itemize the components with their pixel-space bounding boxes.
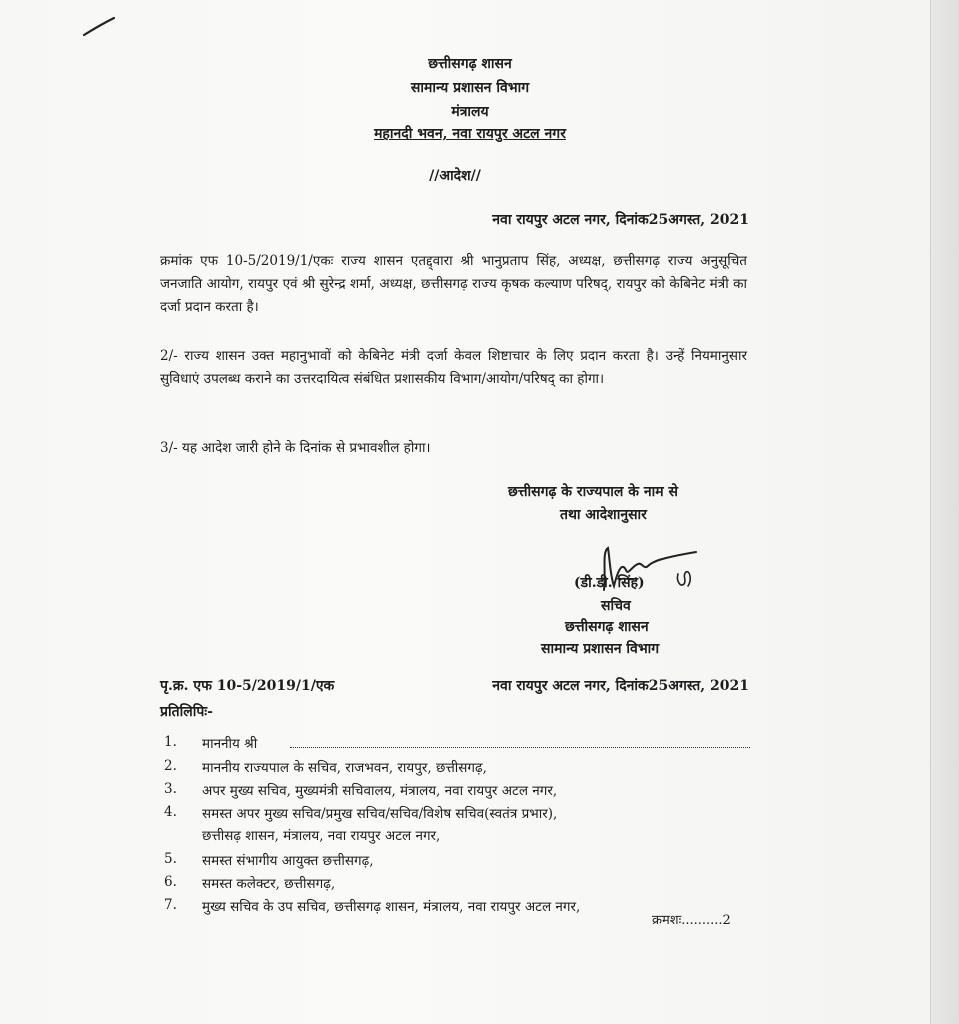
viewer-right-edge — [930, 0, 959, 1024]
header-government: छत्तीसगढ़ शासन — [428, 56, 512, 72]
list-item — [160, 734, 760, 754]
sig-designation: सचिव — [601, 598, 631, 614]
sig-authority-line: छत्तीसगढ़ के राज्यपाल के नाम से — [508, 484, 678, 500]
list-item-number: 2. — [164, 758, 177, 774]
list-item-number: 4. — [164, 804, 177, 820]
list-item-number: 1. — [164, 734, 177, 750]
list-item-text: अपर मुख्य सचिव, मुख्यमंत्री सचिवालय, मंत्रालय, नवा रायपुर अटल नगर, — [202, 783, 558, 799]
list-item-text: समस्त कलेक्टर, छत्तीसगढ़, — [202, 876, 336, 892]
header-address-text: महानदी भवन, नवा रायपुर अटल नगर — [374, 126, 566, 142]
copy-label: प्रतिलिपिः- — [160, 704, 213, 720]
list-item-number: 5. — [164, 851, 177, 867]
list-item-continuation — [160, 826, 760, 846]
header-address — [260, 122, 680, 146]
header-department: सामान्य प्रशासन विभाग — [410, 80, 530, 96]
sig-name: (डी.डी. सिंह) — [574, 575, 645, 591]
list-item-text: माननीय राज्यपाल के सचिव, राजभवन, रायपुर, छत्तीसगढ़, — [202, 760, 487, 776]
list-item-text: मुख्य सचिव के उप सचिव, छत्तीसगढ़ शासन, मंत्रालय, नवा रायपुर अटल नगर, — [202, 899, 581, 915]
list-item-text: समस्त संभागीय आयुक्त छत्तीसगढ़, — [202, 853, 374, 869]
list-item-number: 6. — [164, 874, 177, 890]
list-item-text: छत्तीसढ़ शासन, मंत्रालय, नवा रायपुर अटल नगर, — [202, 828, 441, 844]
list-item — [160, 851, 760, 871]
list-item — [160, 758, 760, 778]
sig-order-line: तथा आदेशानुसार — [560, 507, 647, 523]
list-item — [160, 781, 760, 801]
list-item-text: माननीय श्री — [202, 736, 258, 752]
pen-stroke-mark — [82, 16, 116, 38]
list-item — [160, 804, 760, 824]
blank-name-line — [290, 747, 750, 748]
paragraph-2: 2/- राज्य शासन उक्त महानुभावों को केबिनेट मंत्री दर्जा केवल शिष्टाचार के लिए प्रदान करता है। उन्हें नियमानुसार सुविधाएं उपलब्ध कराने का उत्तरदायित्व संबंधित प्रशासकीय विभाग/आयोग/परिषद् का होगा। — [160, 348, 747, 387]
list-item — [160, 874, 760, 894]
paragraph-1: क्रमांक एफ 10-5/2019/1/एकः राज्य शासन एतद्द्वारा श्री भानुप्रताप सिंह, अध्यक्ष, छत्तीसगढ़ राज्य अनुसूचित जनजाति आयोग, रायपुर एवं श्री सुरेन्द्र शर्मा, अध्यक्ष, छत्तीसगढ़ राज्य कृषक कल्याण परिषद्, रायपुर को केबिनेट मंत्री का दर्जा प्रदान करता है। — [160, 253, 747, 315]
list-item-number: 7. — [164, 897, 177, 913]
order-date: नवा रायपुर अटल नगर, दिनांक25अगस्त, 2021 — [492, 212, 749, 228]
order-title: //आदेश// — [429, 168, 481, 184]
copy-ref-number: पृ.क्र. एफ 10-5/2019/1/एक — [160, 678, 335, 694]
header-ministry: मंत्रालय — [451, 104, 489, 120]
paragraph-3: 3/- यह आदेश जारी होने के दिनांक से प्रभावशील होगा। — [160, 440, 431, 456]
list-item-number: 3. — [164, 781, 177, 797]
sig-org-government: छत्तीसगढ़ शासन — [565, 619, 649, 635]
continued-marker: क्रमशः..........2 — [652, 913, 731, 928]
list-item-text: समस्त अपर मुख्य सचिव/प्रमुख सचिव/सचिव/विशेष सचिव(स्वतंत्र प्रभार), — [202, 806, 558, 822]
copy-ref-date: नवा रायपुर अटल नगर, दिनांक25अगस्त, 2021 — [492, 678, 749, 694]
sig-org-department: सामान्य प्रशासन विभाग — [541, 641, 660, 657]
